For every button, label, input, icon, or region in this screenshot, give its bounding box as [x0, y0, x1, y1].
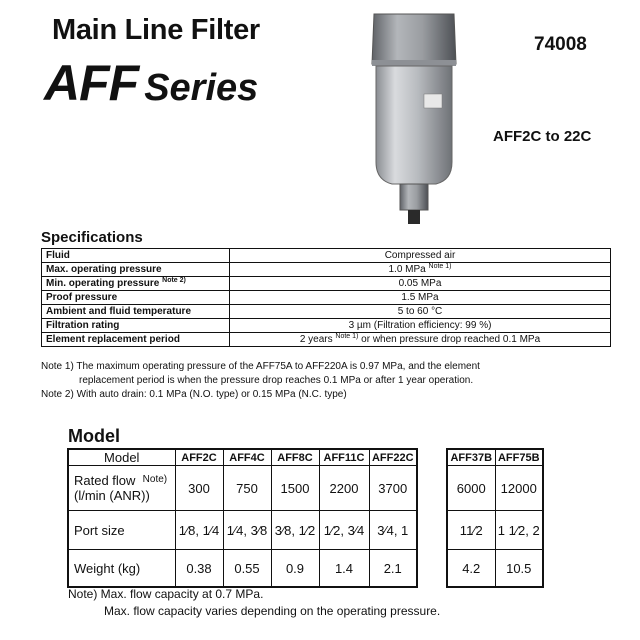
weight-cell: 0.9 [271, 550, 319, 588]
spec-value: 5 to 60 °C [230, 305, 611, 319]
table-row [42, 305, 611, 319]
table-row [68, 550, 417, 588]
spec-label: Proof pressure [42, 291, 230, 305]
model-cell: AFF22C [369, 449, 417, 466]
spec-label: Fluid [42, 249, 230, 263]
port-fraction: 1⁄2 [466, 522, 483, 538]
table-row [42, 249, 611, 263]
table-row [42, 263, 611, 277]
spec-note-2: Note 2) With auto drain: 0.1 MPa (N.O. type) or 0.15 MPa (N.C. type) [41, 389, 347, 400]
catalog-number: 74008 [534, 34, 587, 55]
specifications-table [41, 248, 611, 347]
port-cell: 1⁄2, 3⁄4 [319, 511, 369, 550]
row-label-port-size: Port size [68, 511, 175, 550]
spec-note-1-cont: replacement period is when the pressure drop reaches 0.1 MPa or after 1 year operation. [79, 375, 474, 386]
table-row [42, 277, 611, 291]
spec-label: Filtration rating [42, 319, 230, 333]
model-heading: Model [68, 426, 120, 446]
table-row [68, 511, 417, 550]
specifications-heading: Specifications [41, 229, 143, 246]
flow-cell: 12000 [495, 466, 543, 511]
flow-cell: 2200 [319, 466, 369, 511]
port-cell: 3⁄4, 1 [369, 511, 417, 550]
model-cell: AFF4C [223, 449, 271, 466]
series-title [44, 54, 258, 112]
table-row [42, 319, 611, 333]
weight-cell: 0.38 [175, 550, 223, 588]
model-table-main [67, 448, 418, 588]
weight-cell: 4.2 [447, 550, 495, 588]
model-cell: AFF8C [271, 449, 319, 466]
spec-label: Min. operating pressure $^{Note 2)}$ [42, 277, 230, 291]
row-label-rated-flow [68, 466, 175, 511]
model-cell: AFF75B [495, 449, 543, 466]
weight-cell: 1.4 [319, 550, 369, 588]
weight-cell: 0.55 [223, 550, 271, 588]
port-whole: 1 [459, 522, 467, 538]
spec-value: Compressed air [230, 249, 611, 263]
flow-unit: (l/min (ANR)) [74, 488, 150, 503]
filter-product-image [366, 12, 462, 227]
model-footnote-1: Note) Max. flow capacity at 0.7 MPa. [68, 587, 264, 601]
flow-cell: 6000 [447, 466, 495, 511]
spec-value: 1.5 MPa [230, 291, 611, 305]
spec-note-1: Note 1) The maximum operating pressure of the AFF75A to AFF220A is 0.97 MPa, and the element [41, 361, 480, 372]
model-table-large [446, 448, 544, 588]
table-row [447, 511, 543, 550]
port-cell: 3⁄8, 1⁄2 [271, 511, 319, 550]
flow-cell: 300 [175, 466, 223, 511]
table-row [68, 466, 417, 511]
table-row [42, 291, 611, 305]
port-cell: 1⁄4, 3⁄8 [223, 511, 271, 550]
port-cell: 1 1⁄2, 2 [495, 511, 543, 550]
port-cell [447, 511, 495, 550]
table-row [447, 466, 543, 511]
spec-value-suffix: or when pressure drop reached 0.1 MPa [358, 334, 541, 345]
model-footnotes [68, 586, 440, 620]
spec-value: 0.05 MPa [230, 277, 611, 291]
flow-note: Note) [142, 474, 168, 485]
flow-cell: 3700 [369, 466, 417, 511]
row-label-weight: Weight (kg) [68, 550, 175, 588]
page-title: Main Line Filter [52, 14, 260, 46]
flow-cell: 1500 [271, 466, 319, 511]
model-cell: AFF37B [447, 449, 495, 466]
table-row [447, 449, 543, 466]
weight-cell: 2.1 [369, 550, 417, 588]
flow-label: Rated flow [74, 473, 136, 488]
specification-notes [41, 360, 480, 402]
table-row [42, 333, 611, 347]
spec-value-note: Note 1) [335, 333, 359, 340]
port-cell: 1⁄8, 1⁄4 [175, 511, 223, 550]
model-footnote-2: Max. flow capacity varies depending on the operating pressure. [104, 604, 441, 618]
model-cell: AFF2C [175, 449, 223, 466]
spec-label: Element replacement period [42, 333, 230, 347]
spec-value: 1.0 MPa $^{Note 1)}$ [230, 263, 611, 277]
spec-label-note: Note 2) [162, 277, 186, 284]
spec-value: 2 years $^{Note 1)}$ or when pressure drop reached 0.1 MPa [230, 333, 611, 347]
model-cell: AFF11C [319, 449, 369, 466]
spec-label: Max. operating pressure [42, 263, 230, 277]
table-row [447, 550, 543, 588]
series-word: Series [144, 67, 259, 109]
spec-value-note: Note 1) [428, 263, 452, 270]
series-name: AFF [44, 55, 139, 111]
weight-cell: 10.5 [495, 550, 543, 588]
model-range-caption: AFF2C to 22C [493, 128, 592, 145]
flow-cell: 750 [223, 466, 271, 511]
row-label-model: Model [68, 449, 175, 466]
spec-value: 3 µm (Filtration efficiency: 99 %) [230, 319, 611, 333]
spec-label: Ambient and fluid temperature [42, 305, 230, 319]
table-row [68, 449, 417, 466]
